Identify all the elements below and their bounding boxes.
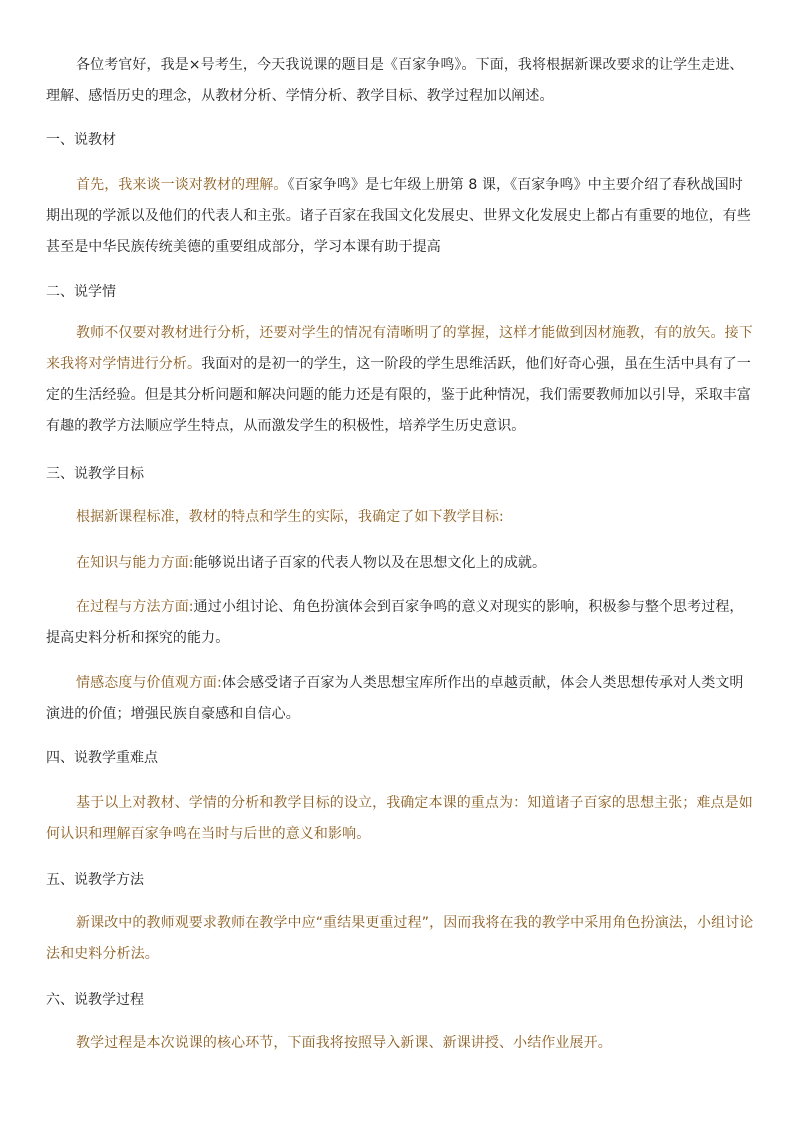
goal-process-label: 在过程与方法方面: [76, 599, 194, 615]
goal-attitude-text: 体会感受诸子百家为人类思想宝库所作出的卓越贡献，体会人类思想传承对人类文明演进的价值；增强民族自豪感和自信心。 [46, 675, 744, 722]
process-paragraph [46, 1028, 756, 1059]
section-heading-textbook: 一、说教材 [46, 132, 116, 148]
students-paragraph [46, 318, 756, 442]
textbook-paragraph [46, 170, 756, 263]
goal-attitude-label: 情感态度与价值观方面: [76, 675, 222, 691]
goal-knowledge-text: 能够说出诸子百家的代表人物以及在思想文化上的成就。 [193, 555, 547, 571]
goal-process-text: 通过小组讨论、角色扮演体会到百家争鸣的意义对现实的影响，积极参与整个思考过程，提高史料分析和探究的能力。 [46, 599, 744, 646]
students-lead: 教师不仅要对教材进行分析，还要对学生的情况有清晰明了的掌握，这样才能做到因材施教，有的放矢。接下来我将对学情进行分析。 [46, 325, 753, 372]
students-body: 我面对的是初一的学生，这一阶段的学生思维活跃，他们好奇心强，虽在生活中具有了一定的生活经验。但是其分析问题和解决问题的能力还是有限的，鉴于此种情况，我们需要教师加以引导，采取丰富有趣的教学方法顺应学生特点，从而激发学生的积极性，培养学生历史意识。 [46, 356, 752, 434]
goal-knowledge-label: 在知识与能力方面: [76, 555, 194, 571]
goals-intro-paragraph [46, 502, 756, 533]
textbook-lead: 首先，我来谈一谈对教材的理解。 [76, 177, 288, 193]
section-heading-key-points: 四、说教学重难点 [46, 750, 158, 766]
section-heading-methods: 五、说教学方法 [46, 872, 144, 888]
goal-knowledge [46, 548, 756, 579]
textbook-body: 《百家争鸣》是七年级上册第 8 课，《百家争鸣》中主要介绍了春秋战国时期出现的学派以及他们的代表人和主张。诸子百家在我国文化发展史、世界文化发展史上都占有重要的地位，有些甚至是中华民族传统美德的重要组成部分，学习本课有助于提高 [46, 177, 751, 255]
methods-paragraph [46, 908, 756, 970]
intro-paragraph [46, 50, 756, 112]
section-heading-process: 六、说教学过程 [46, 992, 144, 1008]
section-heading-goals: 三、说教学目标 [46, 466, 144, 482]
key-points-lead: 基于以上对教材、学情的分析和教学目标的设立，我确定本课的重点为：知道诸子百家的思想主张；难点是如何认识和理解百家争鸣在当时与后世的意义和影响。 [46, 795, 753, 842]
goals-lead: 根据新课程标准，教材的特点和学生的实际，我确定了如下教学目标: [76, 509, 504, 525]
goal-attitude [46, 668, 756, 730]
section-heading-students: 二、说学情 [46, 284, 116, 300]
process-lead: 教学过程是本次说课的核心环节，下面我将按照导入新课、新课讲授、小结作业展开。 [76, 1035, 612, 1051]
key-points-paragraph [46, 788, 756, 850]
goal-process [46, 592, 756, 654]
methods-lead: 新课改中的教师观要求教师在教学中应“重结果更重过程”，因而我将在我的教学中采用角色扮演法，小组讨论法和史料分析法。 [46, 915, 754, 962]
intro-text: 各位考官好，我是×号考生，今天我说课的题目是《百家争鸣》。下面，我将根据新课改要求的让学生走进、理解、感悟历史的理念，从教材分析、学情分析、教学目标、教学过程加以阐述。 [46, 57, 744, 104]
